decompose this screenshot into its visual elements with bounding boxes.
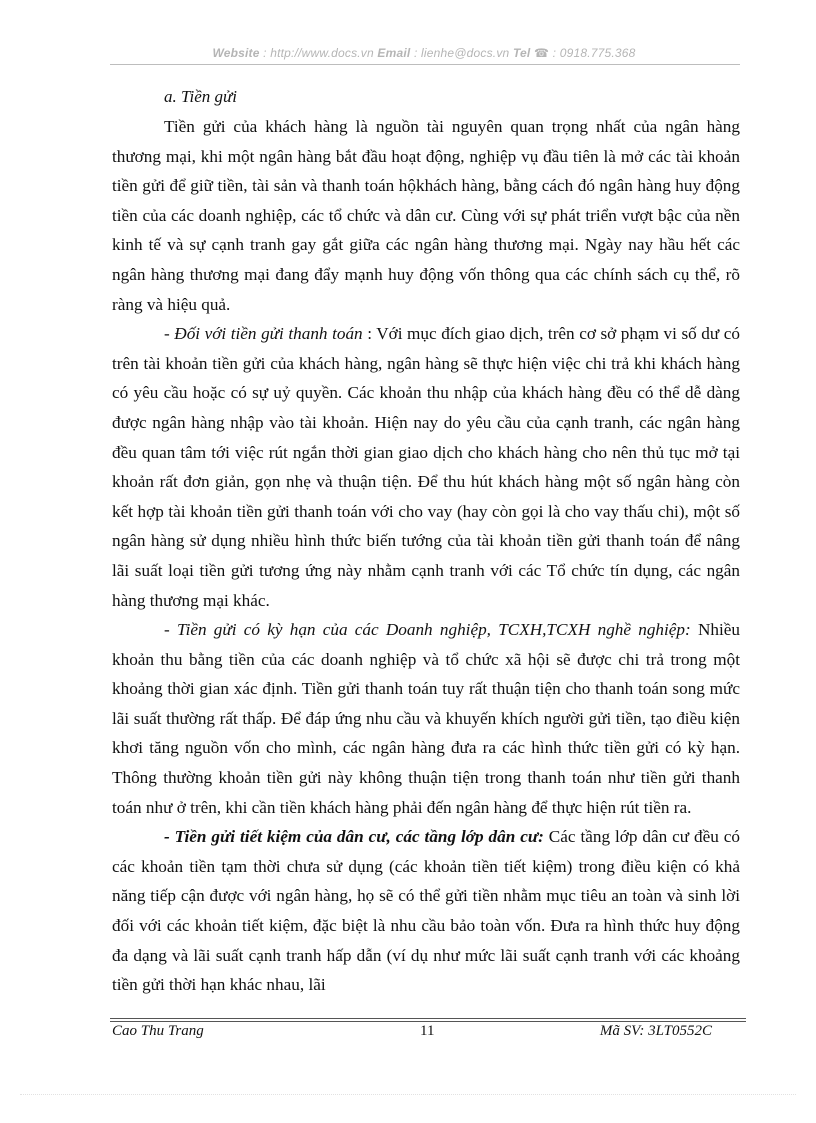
footer-author: Cao Thu Trang <box>112 1023 204 1039</box>
paragraph-savings-deposits <box>112 822 740 1000</box>
payment-deposits-text: : Với mục đích giao dịch, trên cơ sở phạm vi số dư có trên tài khoản tiền gửi của khách hàng, ngân hàng sẽ thực hiện việc chi trả khi khách hàng có yêu cầu hoặc có sự uỷ quyền. Các khoản thu nhập của khách hàng đều có thể dễ dàng được ngân hàng nhập vào tài khoản. Hiện nay do yêu cầu của cạnh tranh, các ngân hàng đều quan tâm tới việc rút ngắn thời gian giao dịch cho khách hàng cho nên thủ tục mở tại khoản rất đơn giản, gọn nhẹ và thuận tiện. Để thu hút khách hàng một số ngân hàng còn kết hợp tài khoản tiền gửi thanh toán với cho vay (hay còn gọi là cho vay thấu chi), một số ngân hàng sử dụng nhiều hình thức biến tướng của tài khoản tiền gửi thanh toán để nâng lãi suất loại tiền gửi tương ứng này nhằm cạnh tranh với các Tổ chức tín dụng, các ngân hàng thương mại khác. <box>112 324 740 610</box>
paragraph-intro: Tiền gửi của khách hàng là nguồn tài nguyên quan trọng nhất của ngân hàng thương mại, khi một ngân hàng bắt đầu hoạt động, nghiệp vụ đầu tiên là mở các tài khoản tiền gửi để giữ tiền, tài sản và thanh toán hộkhách hàng, bằng cách đó ngân hàng huy động tiền của các doanh nghiệp, các tổ chức và dân cư. Cùng với sự phát triển vượt bậc của nền kinh tế và sự cạnh tranh gay gắt giữa các ngân hàng thương mại. Ngày nay hầu hết các ngân hàng thương mại đang đẩy mạnh huy động vốn thông qua các chính sách cụ thể, rõ ràng và hiệu quả. <box>112 117 740 314</box>
savings-deposits-text: Các tầng lớp dân cư đều có các khoản tiền tạm thời chưa sử dụng (các khoản tiền tiết kiệm) trong điều kiện có khả năng tiếp cận được với ngân hàng, họ sẽ có thể gửi tiền nhằm mục tiêu an toàn và sinh lời đối với các khoản tiết kiệm, đặc biệt là nhu cầu bảo toàn vốn. Đưa ra hình thức huy động đa dạng và lãi suất cạnh tranh hấp dẫn (ví dụ như mức lãi suất cạnh tranh với các khoảng tiền gửi thời hạn khác nhau, lãi <box>112 827 740 995</box>
section-title: a. Tiền gửi <box>164 87 238 106</box>
page-number: 11 <box>420 1023 435 1039</box>
website-value: : http://www.docs.vn <box>259 46 378 60</box>
page-edge-dotted-line <box>20 1094 796 1095</box>
paragraph-payment-deposits <box>112 319 740 615</box>
footer-divider-secondary <box>110 1021 746 1022</box>
page-header <box>110 46 738 60</box>
tel-value: ☎ : 0918.775.368 <box>530 46 636 60</box>
website-label: Website <box>212 46 260 60</box>
savings-deposits-heading: - Tiền gửi tiết kiệm của dân cư, các tầng lớp dân cư: <box>164 827 544 847</box>
footer-divider <box>110 1018 746 1019</box>
payment-deposits-heading: - Đối với tiền gửi thanh toán <box>164 324 363 344</box>
page-footer <box>112 1023 712 1043</box>
footer-student-id: Mã SV: 3LT0552C <box>599 1023 712 1039</box>
tel-label: Tel <box>512 46 531 60</box>
paragraph-term-deposits <box>112 615 740 822</box>
page-content <box>112 84 740 1000</box>
email-label: Email <box>377 46 411 60</box>
email-value: : lienhe@docs.vn <box>410 46 513 60</box>
term-deposits-text: Nhiều khoản thu bằng tiền của các doanh nghiệp và tổ chức xã hội sẽ được chi trả trong một khoảng thời gian xác định. Tiền gửi thanh toán tuy rất thuận tiện cho thanh toán song mức lãi suất thường rất thấp. Để đáp ứng nhu cầu và khuyến khích người gửi tiền, tạo điều kiện khơi tăng nguồn vốn cho mình, các ngân hàng đưa ra các hình thức tiền gửi có kỳ hạn. Thông thường khoản tiền gửi này không thuận tiện trong thanh toán như tiền gửi thanh toán như ở trên, khi cần tiền khách hàng phải đến ngân hàng để thực hiện rút tiền ra. <box>112 620 740 817</box>
header-divider <box>110 64 740 65</box>
term-deposits-heading: - Tiền gửi có kỳ hạn của các Doanh nghiệp, TCXH,TCXH nghề nghiệp: <box>164 620 691 640</box>
